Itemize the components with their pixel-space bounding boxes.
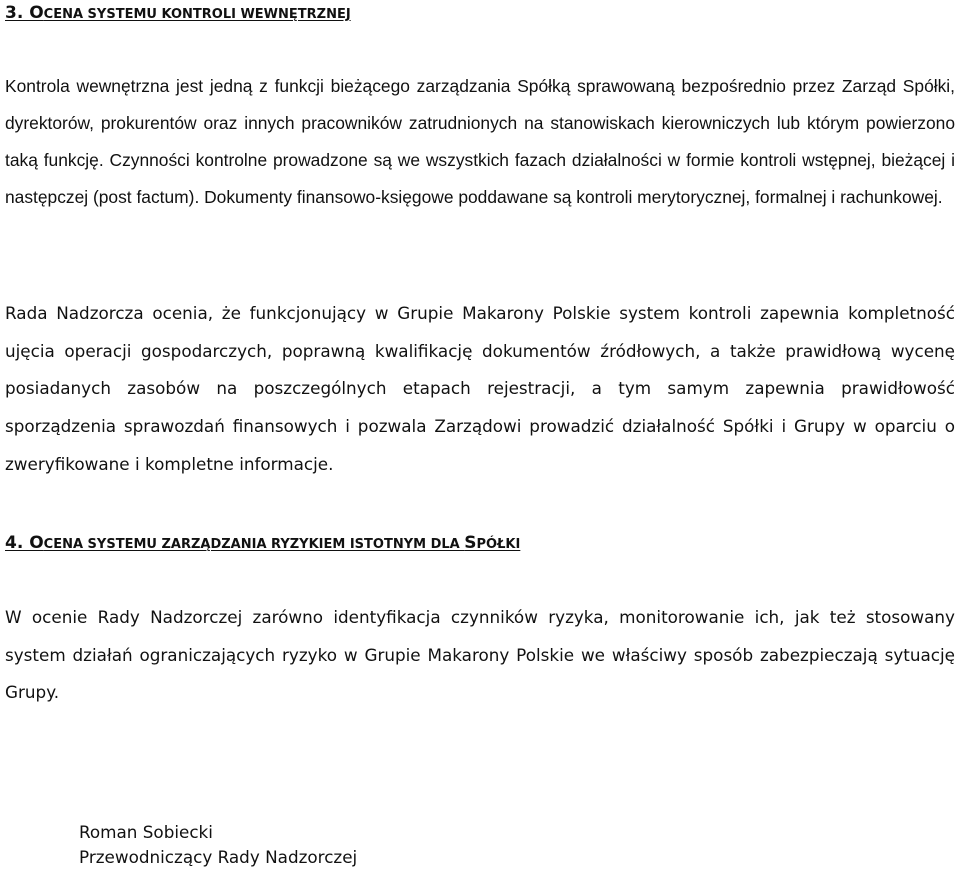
- section-4-heading-cap: S: [464, 533, 477, 553]
- section-4-heading-part2: PÓŁKI: [476, 537, 521, 552]
- section-4-heading-part1: CENA SYSTEMU ZARZĄDZANIA RYZYKIEM ISTOTNYM DLA: [43, 537, 465, 552]
- section-3-paragraph-1-text: Kontrola wewnętrzna jest jedną z funkcji bieżącego zarządzania Spółką sprawowaną bezpośrednio przez Zarząd Spółki, dyrektorów, prokurentów oraz innych pracowników zatrudnionych na stanowiskach kierowniczych lub którym powierzono taką funkcję. Czynności kontrolne prowadzone są we wszystkich fazach działalności w formie kontroli wstępnej, bieżącej i następczej (post factum). Dokumenty finansowo-księgowe poddawane są kontroli merytorycznej, formalnej i rachunkowej.: [5, 76, 955, 207]
- section-4-paragraph: [5, 599, 955, 712]
- section-4-heading: [5, 532, 520, 556]
- section-3-paragraph-2-text: Rada Nadzorcza ocenia, że funkcjonujący w Grupie Makarony Polskie system kontroli zapewnia kompletność ujęcia operacji gospodarczych, poprawną kwalifikację dokumentów źródłowych, a także prawidłową wycenę posiadanych zasobów na poszczególnych etapach rejestracji, a tym samym zapewnia prawidłowość sporządzenia sprawozdań finansowych i pozwala Zarządowi prowadzić działalność Spółki i Grupy w oparciu o zweryfikowane i kompletne informacje.: [5, 303, 955, 474]
- signatory-role: Przewodniczący Rady Nadzorczej: [79, 847, 358, 867]
- signatory-name: Roman Sobiecki: [79, 822, 213, 842]
- section-3-paragraph-2: [5, 295, 955, 484]
- section-3-heading: [5, 2, 351, 26]
- section-3-paragraph-1: [5, 68, 955, 216]
- section-4-paragraph-text: W ocenie Rady Nadzorczej zarówno identyfikacja czynników ryzyka, monitorowanie ich, jak też stosowany system działań ograniczających ryzyko w Grupie Makarony Polskie we właściwy sposób zabezpieczają sytuację Grupy.: [5, 607, 955, 703]
- section-3-heading-rest: CENA SYSTEMU KONTROLI WEWNĘTRZNEJ: [43, 7, 351, 22]
- section-3-heading-prefix: 3. O: [5, 3, 44, 23]
- section-4-heading-prefix: 4. O: [5, 533, 44, 553]
- signature-block: [79, 820, 357, 870]
